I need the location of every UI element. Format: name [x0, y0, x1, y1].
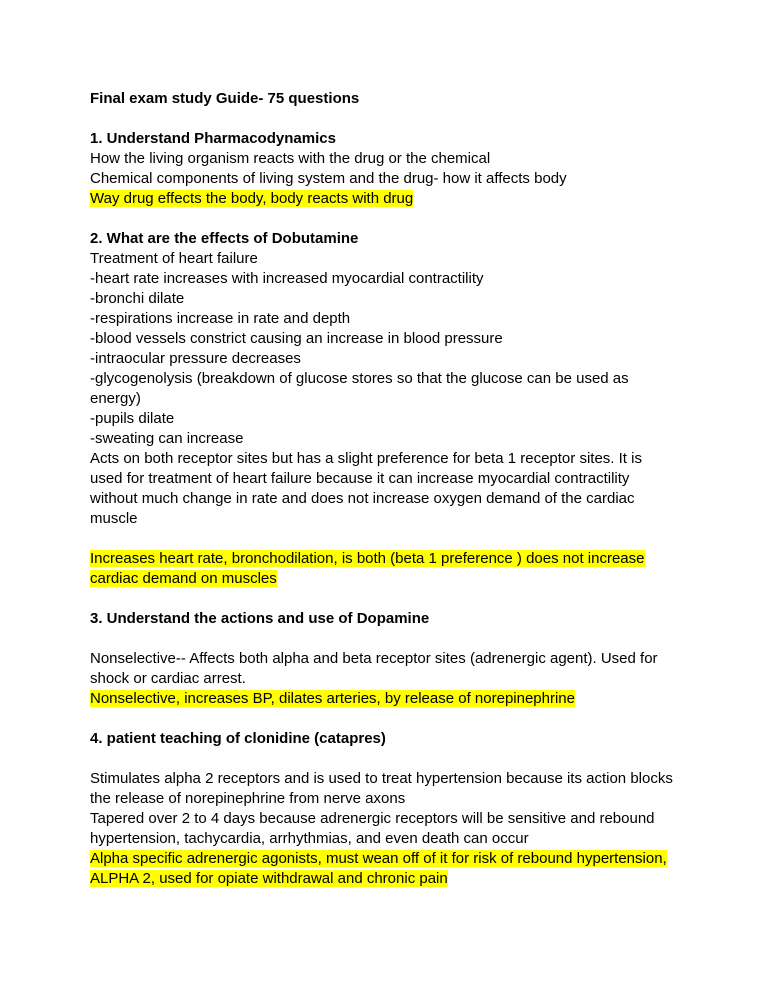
text-line: Tapered over 2 to 4 days because adrenergic receptors will be sensitive and rebound [90, 810, 655, 827]
text-line: -pupils dilate [90, 410, 175, 427]
section-4 [90, 729, 690, 889]
highlighted-text: Way drug effects the body, body reacts with drug [90, 190, 414, 207]
text-line: energy) [90, 390, 141, 407]
highlighted-text: Increases heart rate, bronchodilation, is both (beta 1 preference ) does not increase [90, 550, 645, 567]
text-line: -glycogenolysis (breakdown of glucose stores so that the glucose can be used as [90, 370, 629, 387]
highlighted-text: Nonselective, increases BP, dilates arteries, by release of norepinephrine [90, 690, 575, 707]
section-heading: 4. patient teaching of clonidine (catapres) [90, 730, 386, 747]
text-line: -sweating can increase [90, 430, 244, 447]
text-line: hypertension, tachycardia, arrhythmias, and even death can occur [90, 830, 529, 847]
text-line: -blood vessels constrict causing an increase in blood pressure [90, 330, 503, 347]
section-heading: 3. Understand the actions and use of Dopamine [90, 610, 430, 627]
text-line: -heart rate increases with increased myocardial contractility [90, 270, 484, 287]
text-line: Stimulates alpha 2 receptors and is used to treat hypertension because its action blocks [90, 770, 673, 787]
text-line: without much change in rate and does not increase oxygen demand of the cardiac [90, 490, 635, 507]
highlighted-text: Alpha specific adrenergic agonists, must wean off of it for risk of rebound hypertension, [90, 850, 667, 867]
text-line: the release of norepinephrine from nerve axons [90, 790, 406, 807]
section-heading: 2. What are the effects of Dobutamine [90, 230, 359, 247]
section-heading: 1. Understand Pharmacodynamics [90, 130, 336, 147]
text-line: shock or cardiac arrest. [90, 670, 246, 687]
section-3 [90, 609, 690, 709]
text-line: How the living organism reacts with the drug or the chemical [90, 150, 491, 167]
text-line: used for treatment of heart failure because it can increase myocardial contractility [90, 470, 630, 487]
section-2 [90, 229, 690, 589]
text-line: -bronchi dilate [90, 290, 185, 307]
text-line: -intraocular pressure decreases [90, 350, 301, 367]
text-line: -respirations increase in rate and depth [90, 310, 351, 327]
text-line: Chemical components of living system and the drug- how it affects body [90, 170, 567, 187]
text-line: Treatment of heart failure [90, 250, 258, 267]
document-page [90, 89, 690, 889]
text-line: Nonselective-- Affects both alpha and beta receptor sites (adrenergic agent). Used for [90, 650, 658, 667]
highlighted-text: ALPHA 2, used for opiate withdrawal and chronic pain [90, 870, 448, 887]
text-line: Acts on both receptor sites but has a slight preference for beta 1 receptor sites. It is [90, 450, 642, 467]
highlighted-text: cardiac demand on muscles [90, 570, 277, 587]
section-1 [90, 129, 690, 209]
document-title: Final exam study Guide- 75 questions [90, 90, 360, 107]
text-line: muscle [90, 510, 138, 527]
